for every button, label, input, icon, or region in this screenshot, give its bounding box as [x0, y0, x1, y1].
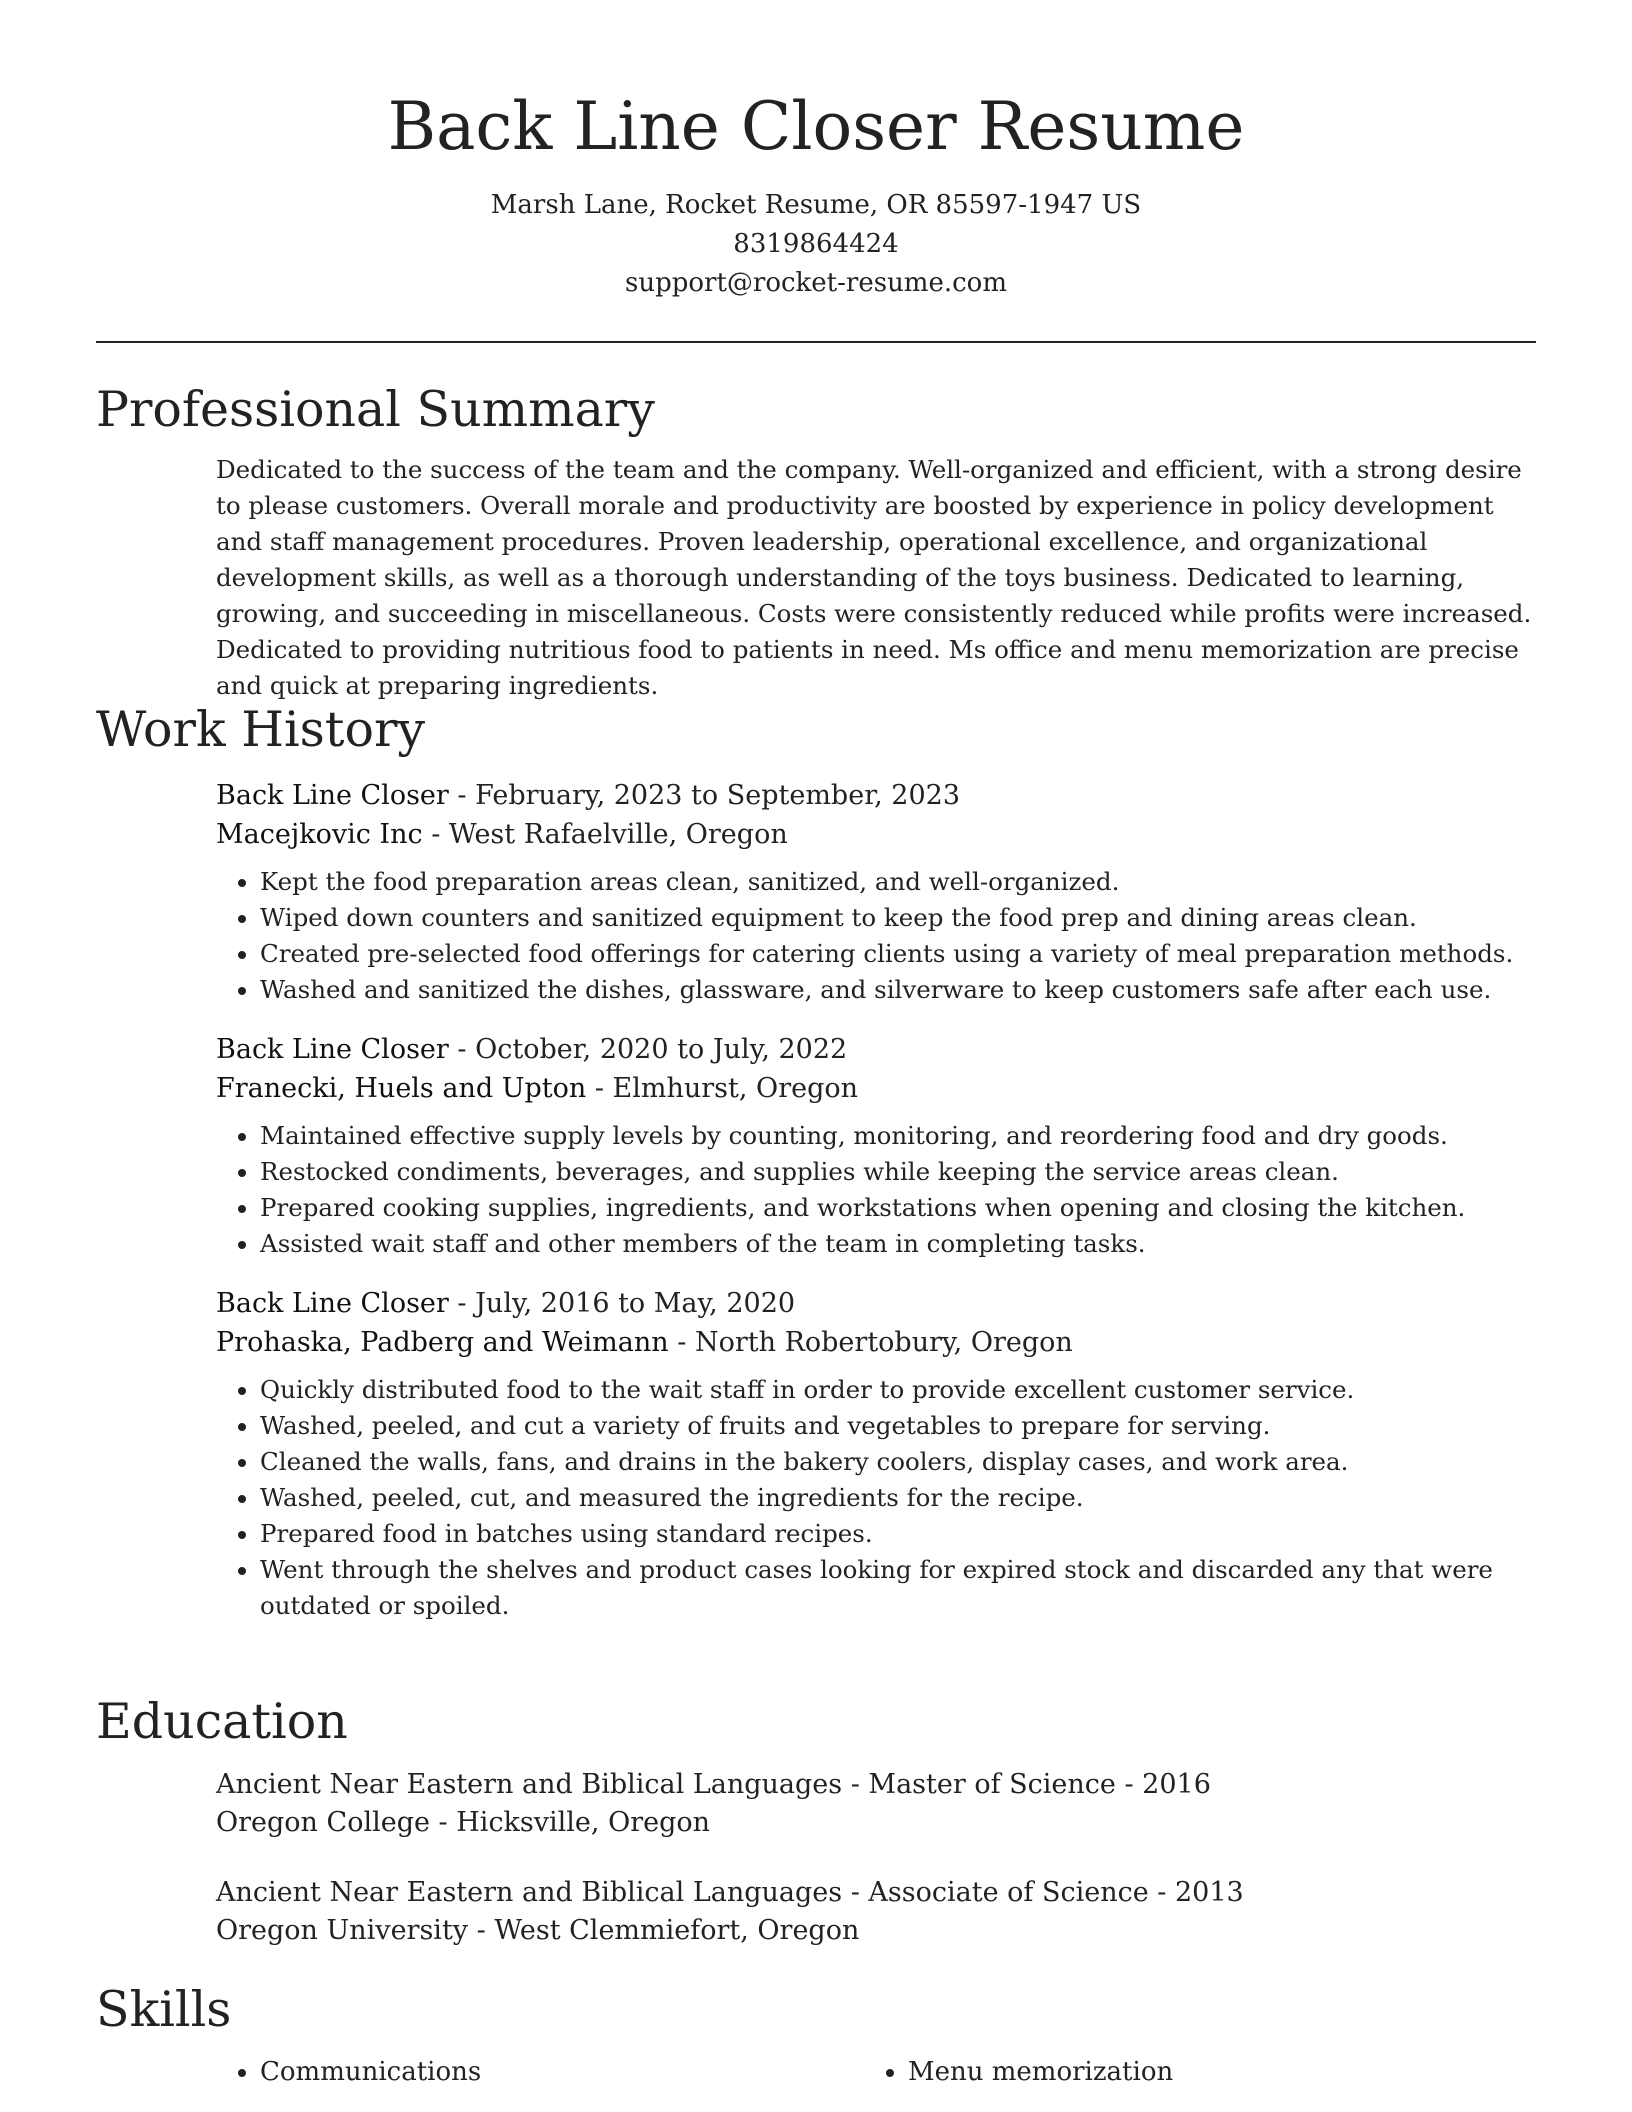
job-duty: • Washed, peeled, and cut a variety of fruits and vegetables to prepare for serving.	[260, 1408, 1536, 1444]
contact-email: support@rocket-resume.com	[624, 268, 1007, 298]
job-company: Prohaska, Padberg and Weimann	[216, 1327, 669, 1358]
education-entry	[216, 1874, 1536, 1950]
job-title-line	[216, 776, 1536, 815]
job-title: Back Line Closer	[216, 780, 449, 811]
resume-title: Back Line Closer Resume	[387, 88, 1245, 165]
job-dates: - February, 2023 to September, 2023	[448, 780, 961, 811]
job-title-line	[216, 1030, 1536, 1069]
job-duty: • Cleaned the walls, fans, and drains in the bakery coolers, display cases, and work area.	[260, 1444, 1536, 1480]
education-school-line	[216, 1804, 1536, 1842]
skills-column-right	[864, 2054, 1512, 2090]
summary-heading: Professional Summary	[96, 381, 655, 438]
education-program: Ancient Near Eastern and Biblical Languages - Master of Science	[216, 1769, 1116, 1800]
job-duty: • Created pre-selected food offerings for catering clients using a variety of meal preparation methods.	[260, 936, 1536, 972]
job-entry	[216, 1284, 1536, 1624]
skills-list	[216, 2054, 1536, 2090]
job-location: - West Rafaelville, Oregon	[422, 819, 788, 850]
education-school-line	[216, 1912, 1536, 1950]
contact-block	[96, 186, 1536, 303]
job-company-line	[216, 1323, 1536, 1362]
education-school: Oregon College	[216, 1807, 430, 1838]
job-company: Macejkovic Inc	[216, 819, 423, 850]
education-location: - West Clemmiefort, Oregon	[468, 1915, 860, 1946]
job-duty: • Quickly distributed food to the wait staff in order to provide excellent customer service.	[260, 1372, 1536, 1408]
job-dates: - July, 2016 to May, 2020	[448, 1288, 796, 1319]
education-heading: Education	[96, 1693, 348, 1750]
education-location: - Hicksville, Oregon	[429, 1807, 711, 1838]
skills-heading: Skills	[96, 1981, 232, 2038]
job-duty: • Wiped down counters and sanitized equipment to keep the food prep and dining areas clean.	[260, 900, 1536, 936]
education-entry	[216, 1766, 1536, 1842]
job-location: - Elmhurst, Oregon	[586, 1073, 859, 1104]
job-duties-list	[216, 1372, 1536, 1624]
education-program-line	[216, 1766, 1536, 1804]
education-year: - 2013	[1148, 1877, 1244, 1908]
job-duty: • Went through the shelves and product cases looking for expired stock and discarded any that were outdated or spoiled.	[260, 1552, 1536, 1624]
job-duty: • Prepared cooking supplies, ingredients, and workstations when opening and closing the kitchen.	[260, 1190, 1536, 1226]
skill-item: • Menu memorization	[908, 2054, 1512, 2090]
job-duty: • Assisted wait staff and other members of the team in completing tasks.	[260, 1226, 1536, 1262]
job-duties-list	[216, 1118, 1536, 1262]
education-year: - 2016	[1115, 1769, 1211, 1800]
job-duty: • Restocked condiments, beverages, and supplies while keeping the service areas clean.	[260, 1154, 1536, 1190]
job-dates: - October, 2020 to July, 2022	[448, 1034, 848, 1065]
job-title: Back Line Closer	[216, 1034, 449, 1065]
header-divider	[96, 341, 1536, 343]
skill-item: • Communications	[260, 2054, 864, 2090]
job-company-line	[216, 815, 1536, 854]
job-entry	[216, 1030, 1536, 1262]
work-history-section	[96, 700, 1536, 1624]
contact-phone: 8319864424	[733, 229, 899, 259]
education-section	[96, 1692, 1536, 1950]
summary-section	[96, 380, 1536, 704]
summary-text: Dedicated to the success of the team and the company. Well-organized and efficient, with a strong desire to please customers. Overall morale and productivity are boosted by experience in policy development and staff management procedures. Proven leadership, operational excellence, and organizational development skills, as well as a thorough understanding of the toys business. Dedicated to learning, growing, and succeeding in miscellaneous. Costs were consistently reduced while profits were increased. Dedicated to providing nutritious food to patients in need. Ms office and menu memorization are precise and quick at preparing ingredients.	[216, 455, 1532, 700]
education-program: Ancient Near Eastern and Biblical Languages - Associate of Science	[216, 1877, 1149, 1908]
job-duty: • Prepared food in batches using standard recipes.	[260, 1516, 1536, 1552]
job-company: Franecki, Huels and Upton	[216, 1073, 587, 1104]
resume-header	[96, 82, 1536, 303]
education-school: Oregon University	[216, 1915, 469, 1946]
contact-address: Marsh Lane, Rocket Resume, OR 85597-1947 US	[490, 190, 1142, 220]
job-duty: • Washed, peeled, cut, and measured the ingredients for the recipe.	[260, 1480, 1536, 1516]
job-duty: • Maintained effective supply levels by counting, monitoring, and reordering food and dry goods.	[260, 1118, 1536, 1154]
job-company-line	[216, 1069, 1536, 1108]
job-duty: • Kept the food preparation areas clean, sanitized, and well-organized.	[260, 864, 1536, 900]
job-title-line	[216, 1284, 1536, 1323]
job-duties-list	[216, 864, 1536, 1008]
skills-column-left	[216, 2054, 864, 2090]
education-program-line	[216, 1874, 1536, 1912]
work-history-heading: Work History	[96, 701, 426, 758]
job-location: - North Robertobury, Oregon	[668, 1327, 1073, 1358]
job-title: Back Line Closer	[216, 1288, 449, 1319]
job-duty: • Washed and sanitized the dishes, glassware, and silverware to keep customers safe after each use.	[260, 972, 1536, 1008]
skills-section	[96, 1980, 1536, 2090]
job-entry	[216, 776, 1536, 1008]
